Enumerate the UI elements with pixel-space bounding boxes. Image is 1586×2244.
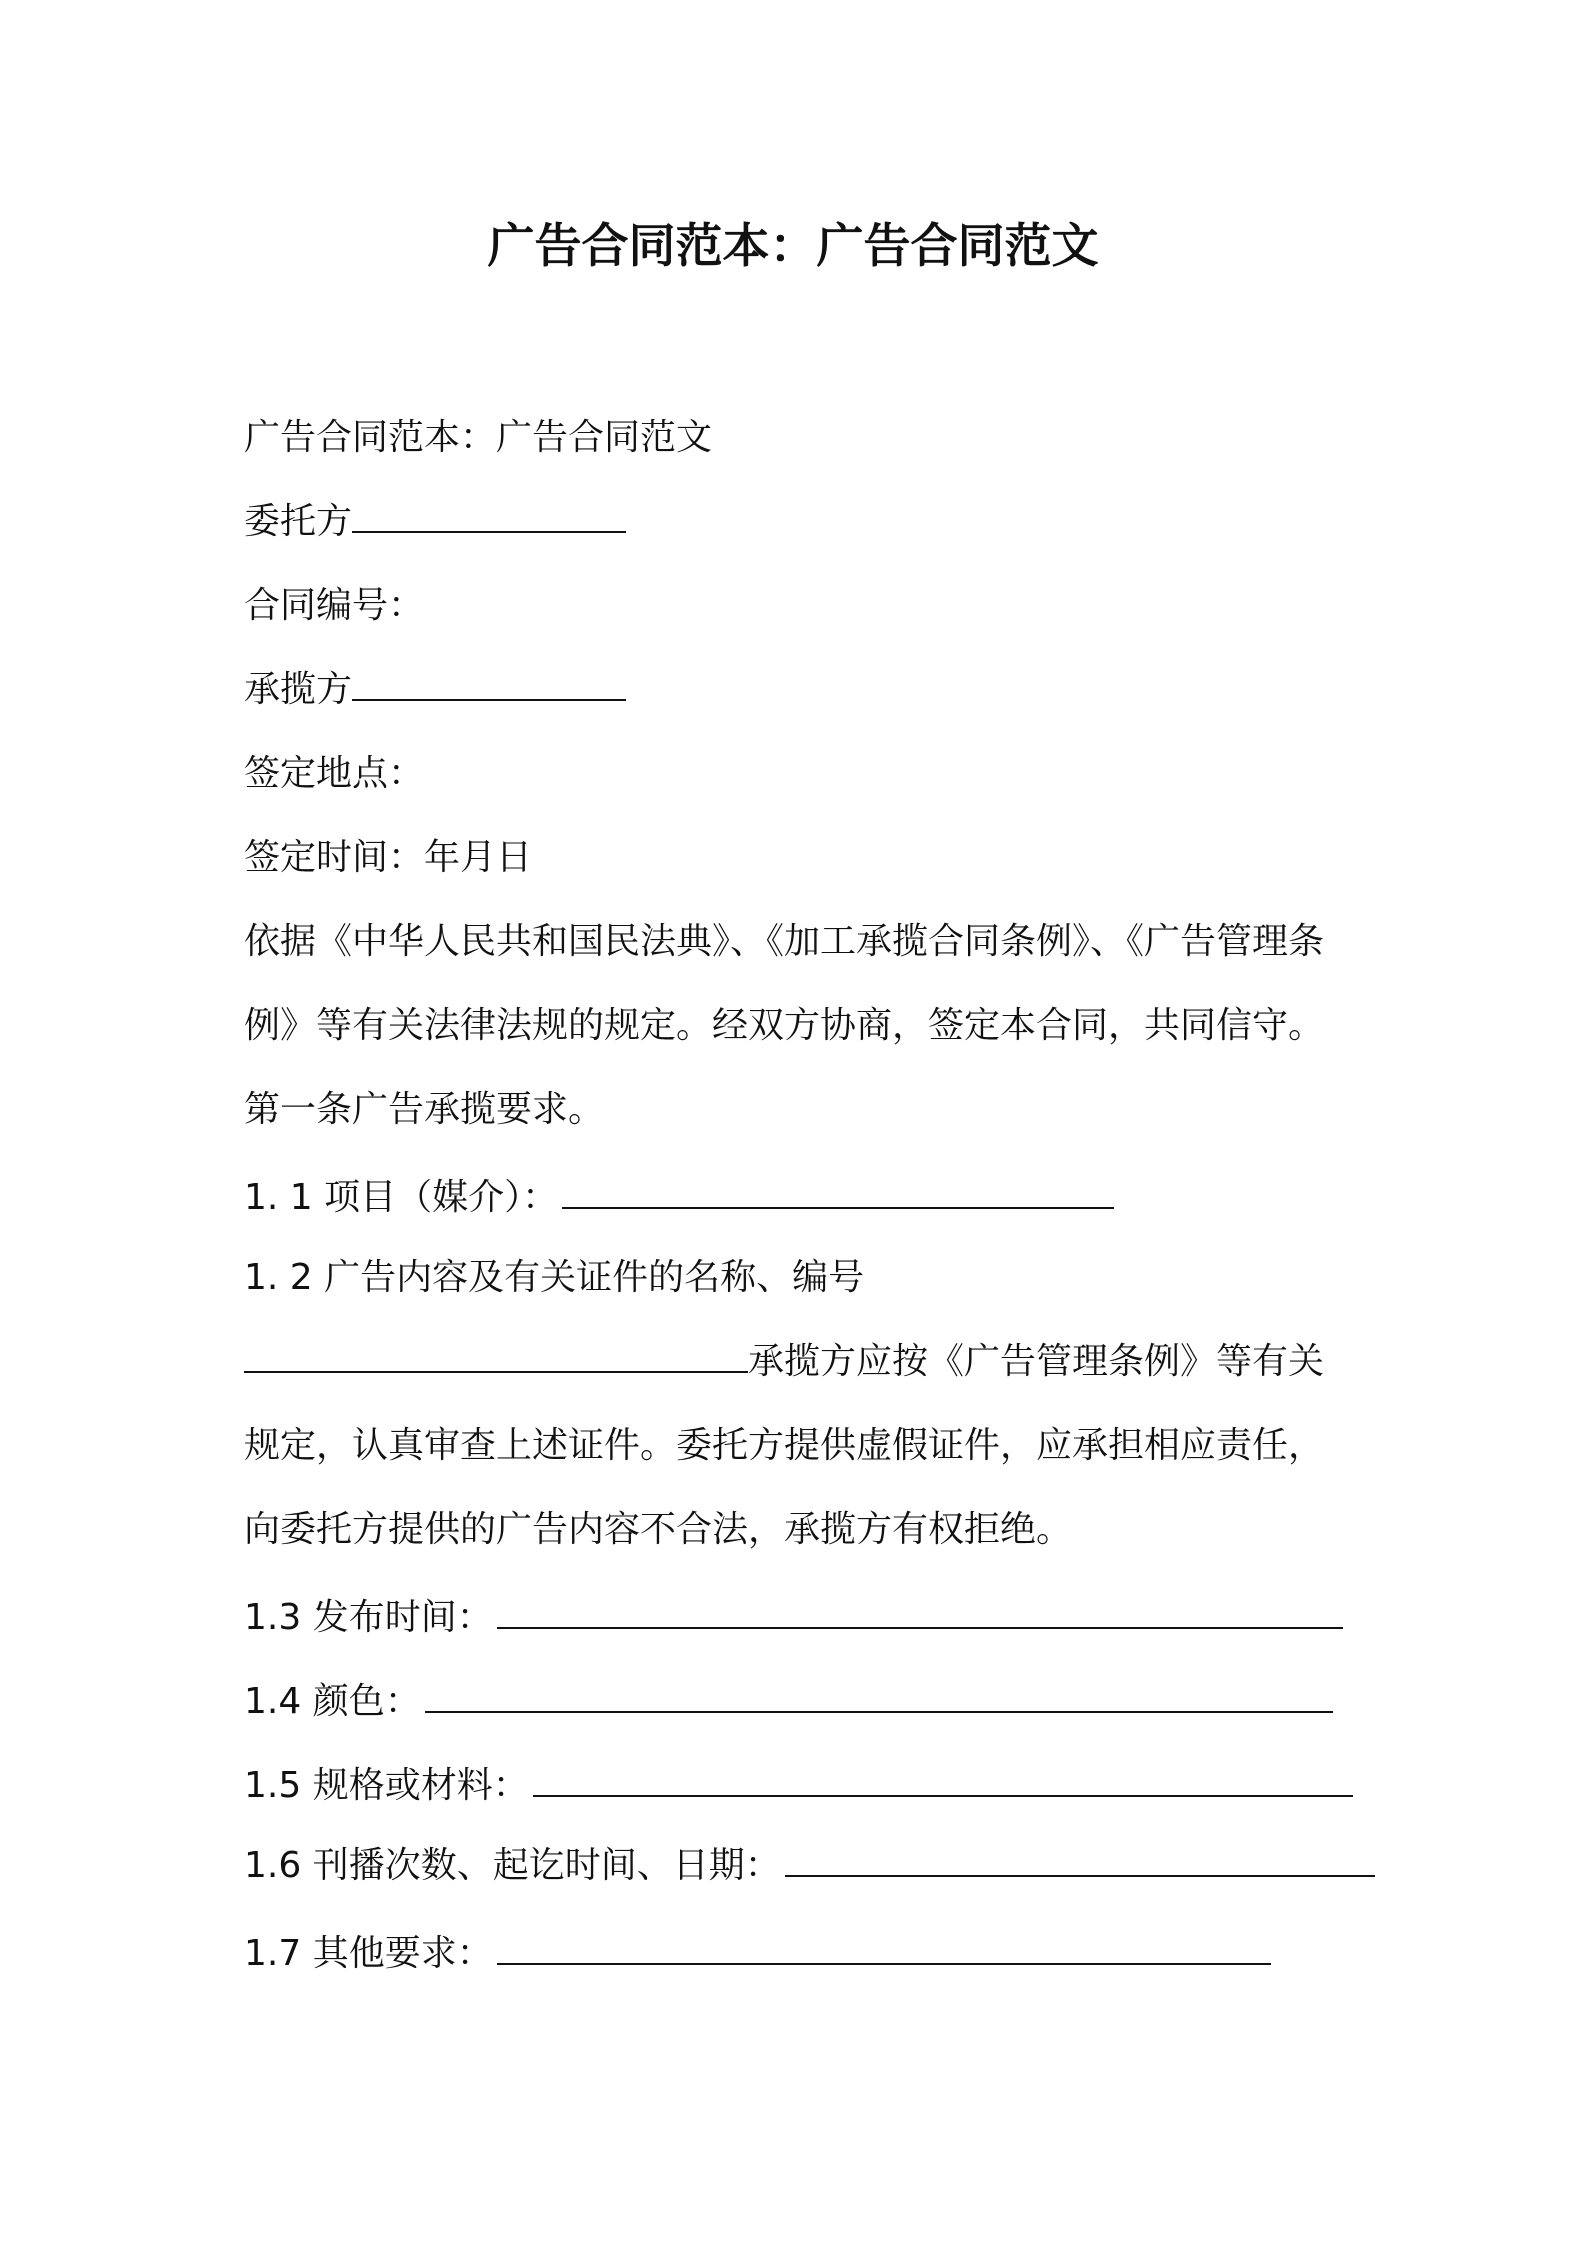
item-1-1-label: 1. 1 项目（媒介）：: [244, 1177, 559, 1218]
preamble-line-1: 依据《中华人民共和国民法典》、《加工承揽合同条例》、《广告管理条: [244, 921, 1325, 962]
contractor-line: [244, 662, 626, 718]
item-1-7-label: 1.7 其他要求：: [244, 1933, 493, 1974]
preamble-line-2: 例》等有关法律法规的规定。经双方协商，签定本合同，共同信守。: [244, 1005, 1325, 1046]
item-1-7-line: [244, 1926, 1271, 1982]
item-1-2-line: 1. 2 广告内容及有关证件的名称、编号: [244, 1257, 865, 1298]
contractor-blank: [352, 669, 626, 701]
article1-heading: 第一条广告承揽要求。: [244, 1089, 605, 1130]
document-subtitle: 广告合同范本：广告合同范文: [244, 417, 713, 458]
item-1-5-blank: [533, 1765, 1353, 1797]
document-title: 广告合同范本：广告合同范文: [487, 219, 1099, 274]
item-1-5-line: [244, 1758, 1353, 1814]
client-blank: [352, 501, 626, 533]
item-1-5-label: 1.5 规格或材料：: [244, 1765, 529, 1806]
item-1-4-blank: [425, 1681, 1333, 1713]
contractor-label: 承揽方: [244, 669, 353, 710]
item-1-1-line: [244, 1170, 1114, 1226]
item-1-2-cont-line-3: 向委托方提供的广告内容不合法，承揽方有权拒绝。: [244, 1509, 1073, 1550]
item-1-2-cont1: 承揽方应按《广告管理条例》等有关: [748, 1341, 1325, 1382]
item-1-2-cont-line-1: [244, 1334, 1324, 1390]
item-1-3-line: [244, 1590, 1343, 1646]
sign-place-line: 签定地点：: [244, 753, 425, 794]
item-1-6-blank: [785, 1845, 1375, 1877]
item-1-2-cont-line-2: 规定，认真审查上述证件。委托方提供虚假证件，应承担相应责任，: [244, 1425, 1325, 1466]
item-1-3-label: 1.3 发布时间：: [244, 1597, 493, 1638]
item-1-2-blank: [244, 1341, 748, 1373]
item-1-3-blank: [497, 1597, 1343, 1629]
item-1-6-label: 1.6 刊播次数、起讫时间、日期：: [244, 1845, 781, 1886]
item-1-4-label: 1.4 颜色：: [244, 1681, 421, 1722]
contract-no-line: 合同编号：: [244, 585, 425, 626]
item-1-6-line: [244, 1838, 1375, 1894]
item-1-7-blank: [497, 1933, 1271, 1965]
client-line: [244, 494, 626, 550]
item-1-1-blank: [562, 1177, 1114, 1209]
item-1-4-line: [244, 1674, 1333, 1730]
sign-time-line: 签定时间：年月日: [244, 837, 533, 878]
client-label: 委托方: [244, 501, 353, 542]
